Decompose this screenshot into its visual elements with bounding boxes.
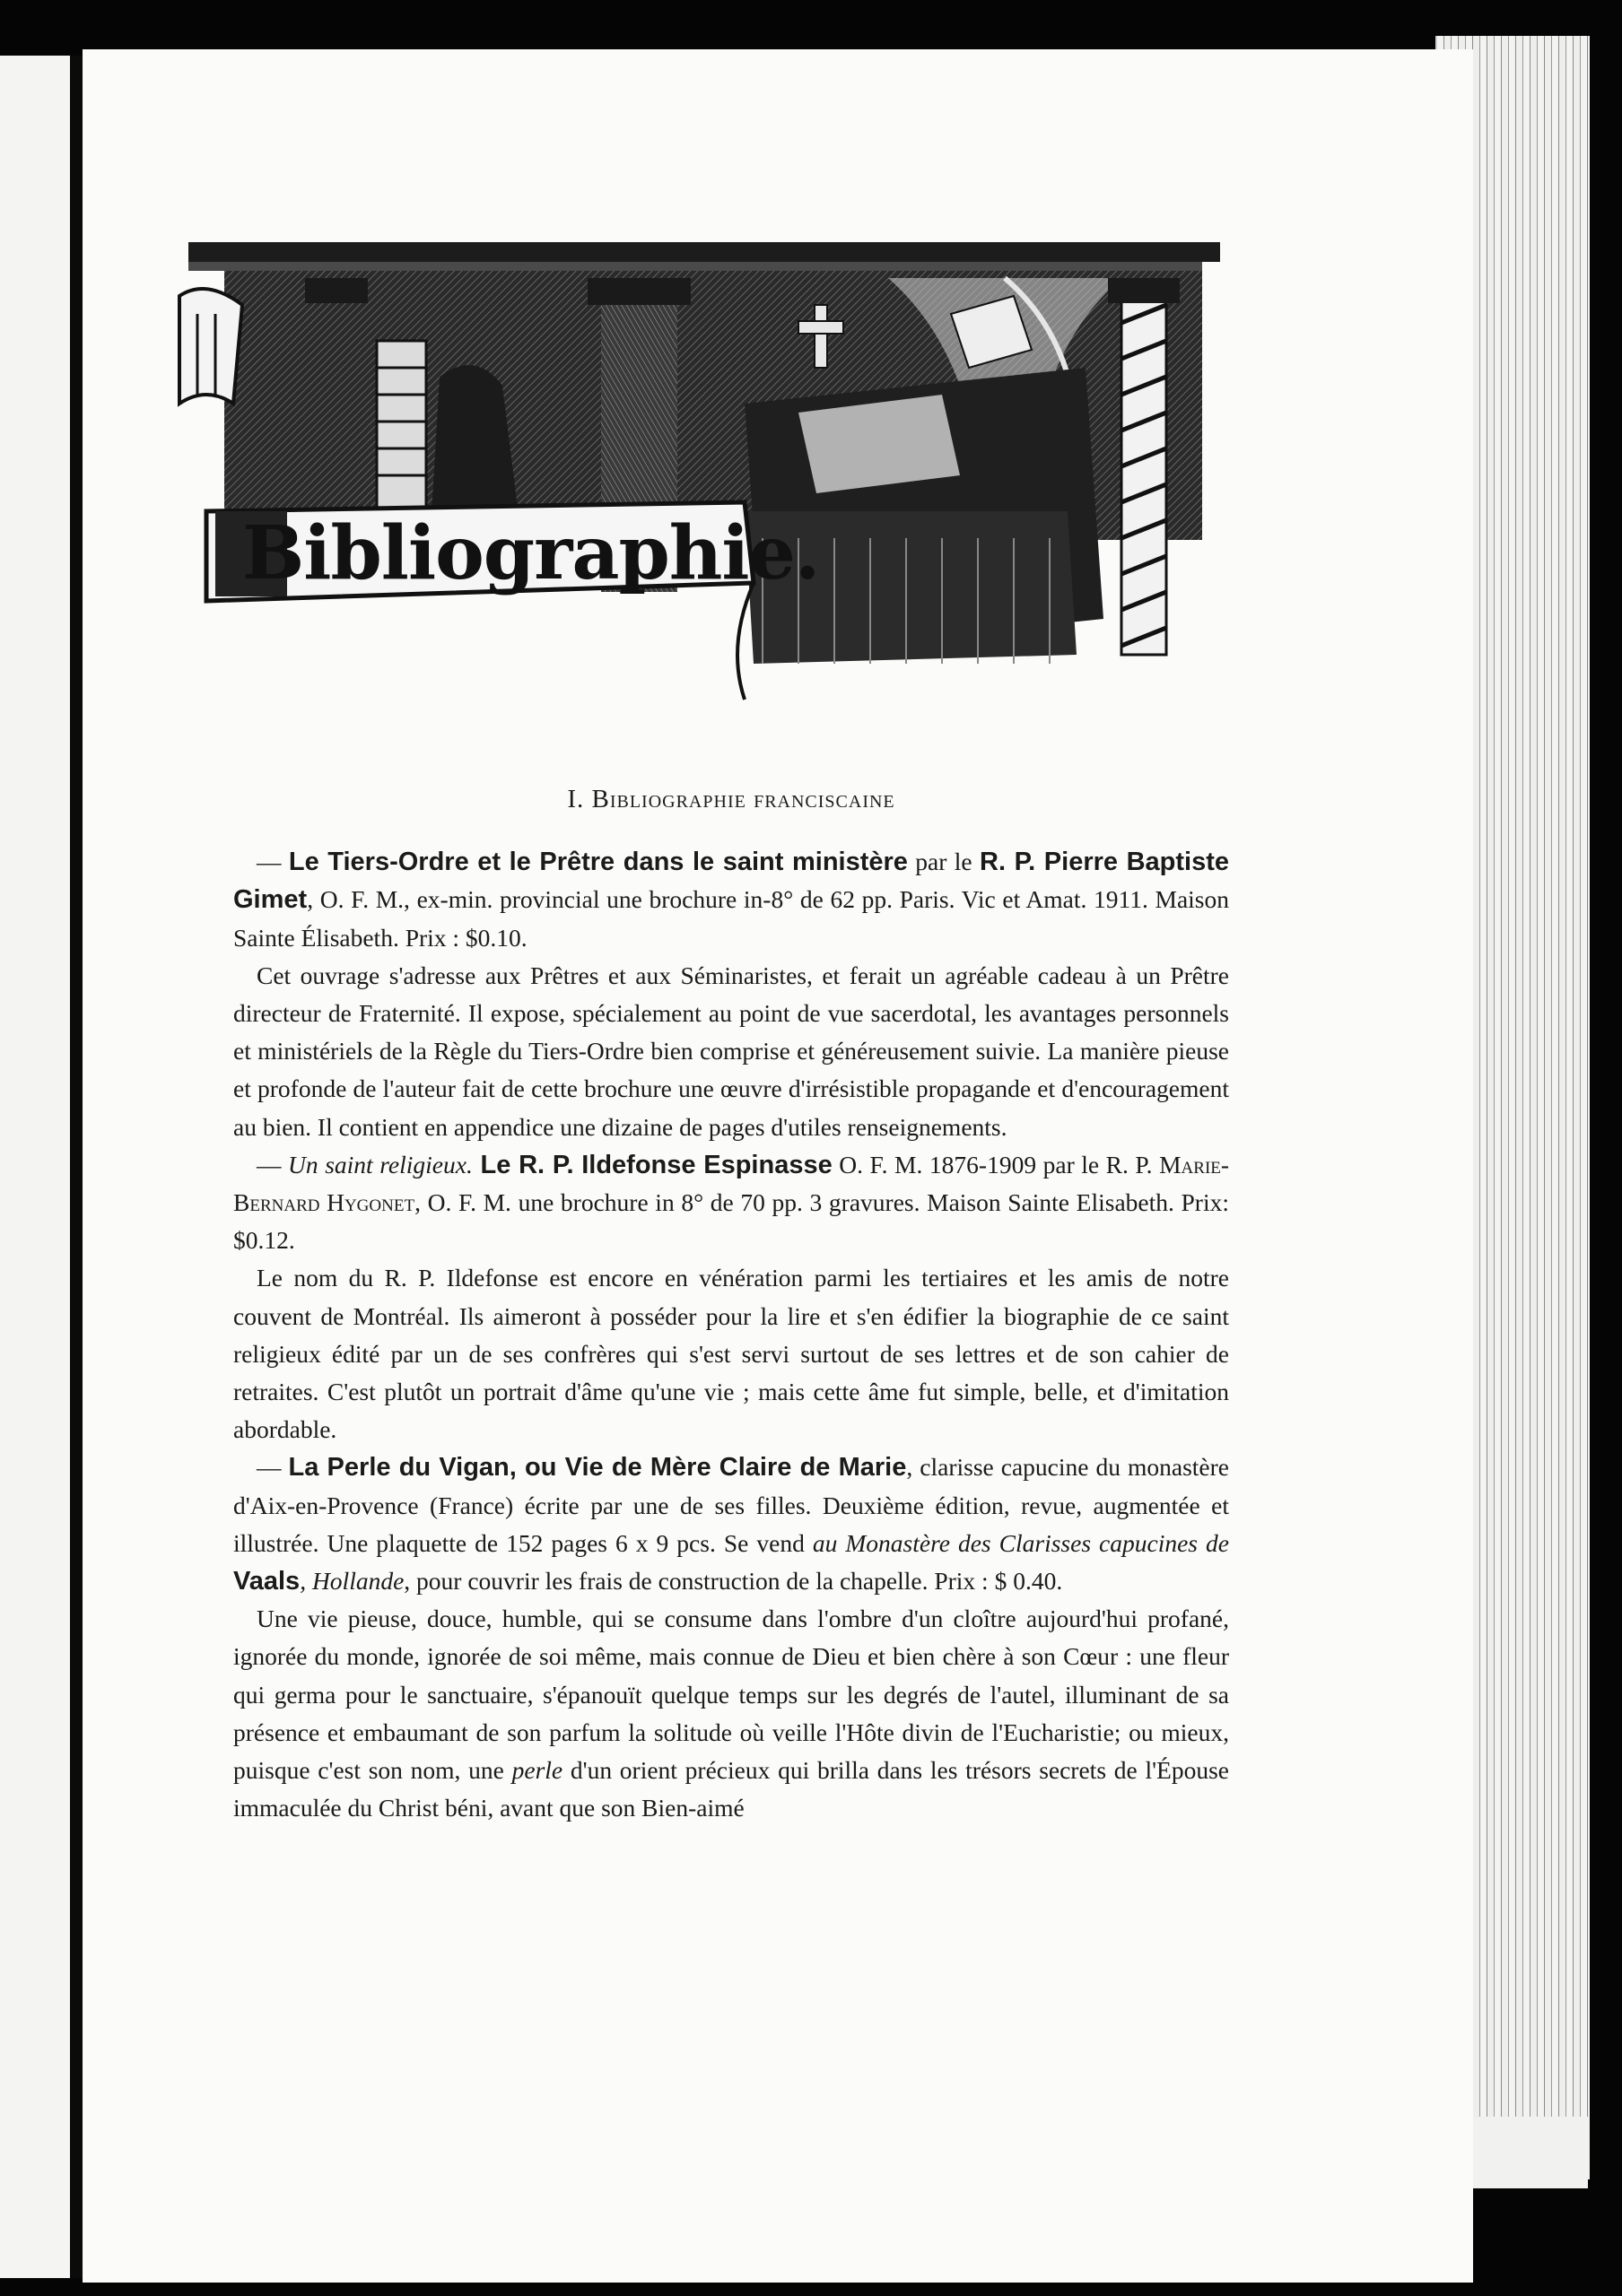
entry-2-details-2: , O. F. M. une brochure in 8° de 70 pp. 3 gravures. Maison Sainte Elisabeth. Prix: $0.12. [233,1188,1229,1255]
section-heading: I. Bibliographie franciscaine [567,785,895,813]
entry-1-title: Le Tiers-Ordre et le Prêtre dans le saint ministère [288,848,908,877]
entry-3-review-italic: perle [511,1756,563,1785]
entry-3-review-end: d'un orient précieux qui brilla dans les trésors secrets de l'Épouse immaculée du Christ béni, avant que son Bien-aimé [233,1756,1229,1822]
entry-3-review [233,1600,1229,1827]
entry-3-review-start: Une vie pieuse, douce, humble, qui se consume dans l'ombre d'un cloître aujourd'hui profané, ignorée du monde, ignorée de soi même, mais connue de Dieu et bien chère à son Cœur : une fleur qui germa pour le sanctuaire, s'épanouït quelque temps sur les degrés de l'autel, illuminant de sa présence et embaumant de son parfum la solitude où veille l'Hôte divin de l'Eucharistie; ou mieux, puisque c'est son nom, une [233,1605,1229,1785]
entry-3-dash: — [257,1453,289,1482]
entry-2-dash: — [257,1150,289,1178]
entry-3-title: La Perle du Vigan, ou Vie de Mère Claire de Marie [288,1453,907,1483]
entry-3-citation [233,1448,1229,1600]
entry-2-details-1: O. F. M. 1876-1909 par le R. P. [832,1150,1160,1178]
entry-1-review: Cet ouvrage s'adresse aux Prêtres et aux Séminaristes, et ferait un agréable cadeau à un Prêtre directeur de Fraternité. Il expose, spécialement au point de vue sacerdotal, les avantages personnels et ministériels de la Règle du Tiers-Ordre bien comprise et généreusement suivie. La manière pieuse et profonde de l'auteur fait de cette brochure une œuvre d'irrésistible propagande et d'encouragement au bien. Il contient en appendice une dizaine de pages d'utiles renseignements. [233,961,1229,1141]
entry-1-citation [233,843,1229,957]
entry-3-vaals: Vaals [233,1567,301,1596]
article-content [233,780,1229,1827]
bibliographie-banner-engraving [170,242,1238,718]
entry-2-citation [233,1146,1229,1260]
entry-1-details: , O. F. M., ex-min. provincial une brochure in-8° de 62 pp. Paris. Vic et Amat. 1911. Maison Sainte Élisabeth. Prix : $0.10. [233,885,1229,952]
entry-2-italic: Un saint religieux. [288,1150,473,1178]
entry-3-italic-2: , Hollande [300,1567,405,1596]
entry-1-author: R. P. Pierre Baptiste Gimet [233,848,1229,915]
entry-3-details-1: , clarisse capucine du monastère d'Aix-en-Provence (France) écrite par une de ses filles. Deuxième édition, revue, augmentée et illustrée. Une plaquette de 152 pages 6 x 9 pcs. Se vend [233,1453,1229,1557]
entry-2-review: Le nom du R. P. Ildefonse est encore en vénération parmi les tertiaires et les amis de notre couvent de Montréal. Ils aimeront à posséder pour la lire et s'en édifier la biographie de ce saint religieux édité par un de ses confrères qui s'est servi surtout de ses lettres et de son cahier de retraites. C'est plutôt un portrait d'âme qu'une vie ; mais cette âme fut simple, belle, et d'imitation abordable. [233,1264,1229,1444]
entry-2-title: Le R. P. Ildefonse Espinasse [472,1150,833,1179]
entry-1-by: par le [907,848,981,876]
book-gutter [70,56,83,2278]
entry-3-italic-1: au Monastère des Clarisses capucines de [812,1528,1229,1557]
entry-1-dash: — [257,848,289,876]
left-page-edge [0,56,70,2278]
entry-3-details-2: , pour couvrir les frais de construction de la chapelle. Prix : $ 0.40. [404,1567,1063,1596]
banner-title: Bibliographie. [242,510,820,596]
entry-2-author: Marie-Bernard Hygonet [233,1150,1230,1217]
